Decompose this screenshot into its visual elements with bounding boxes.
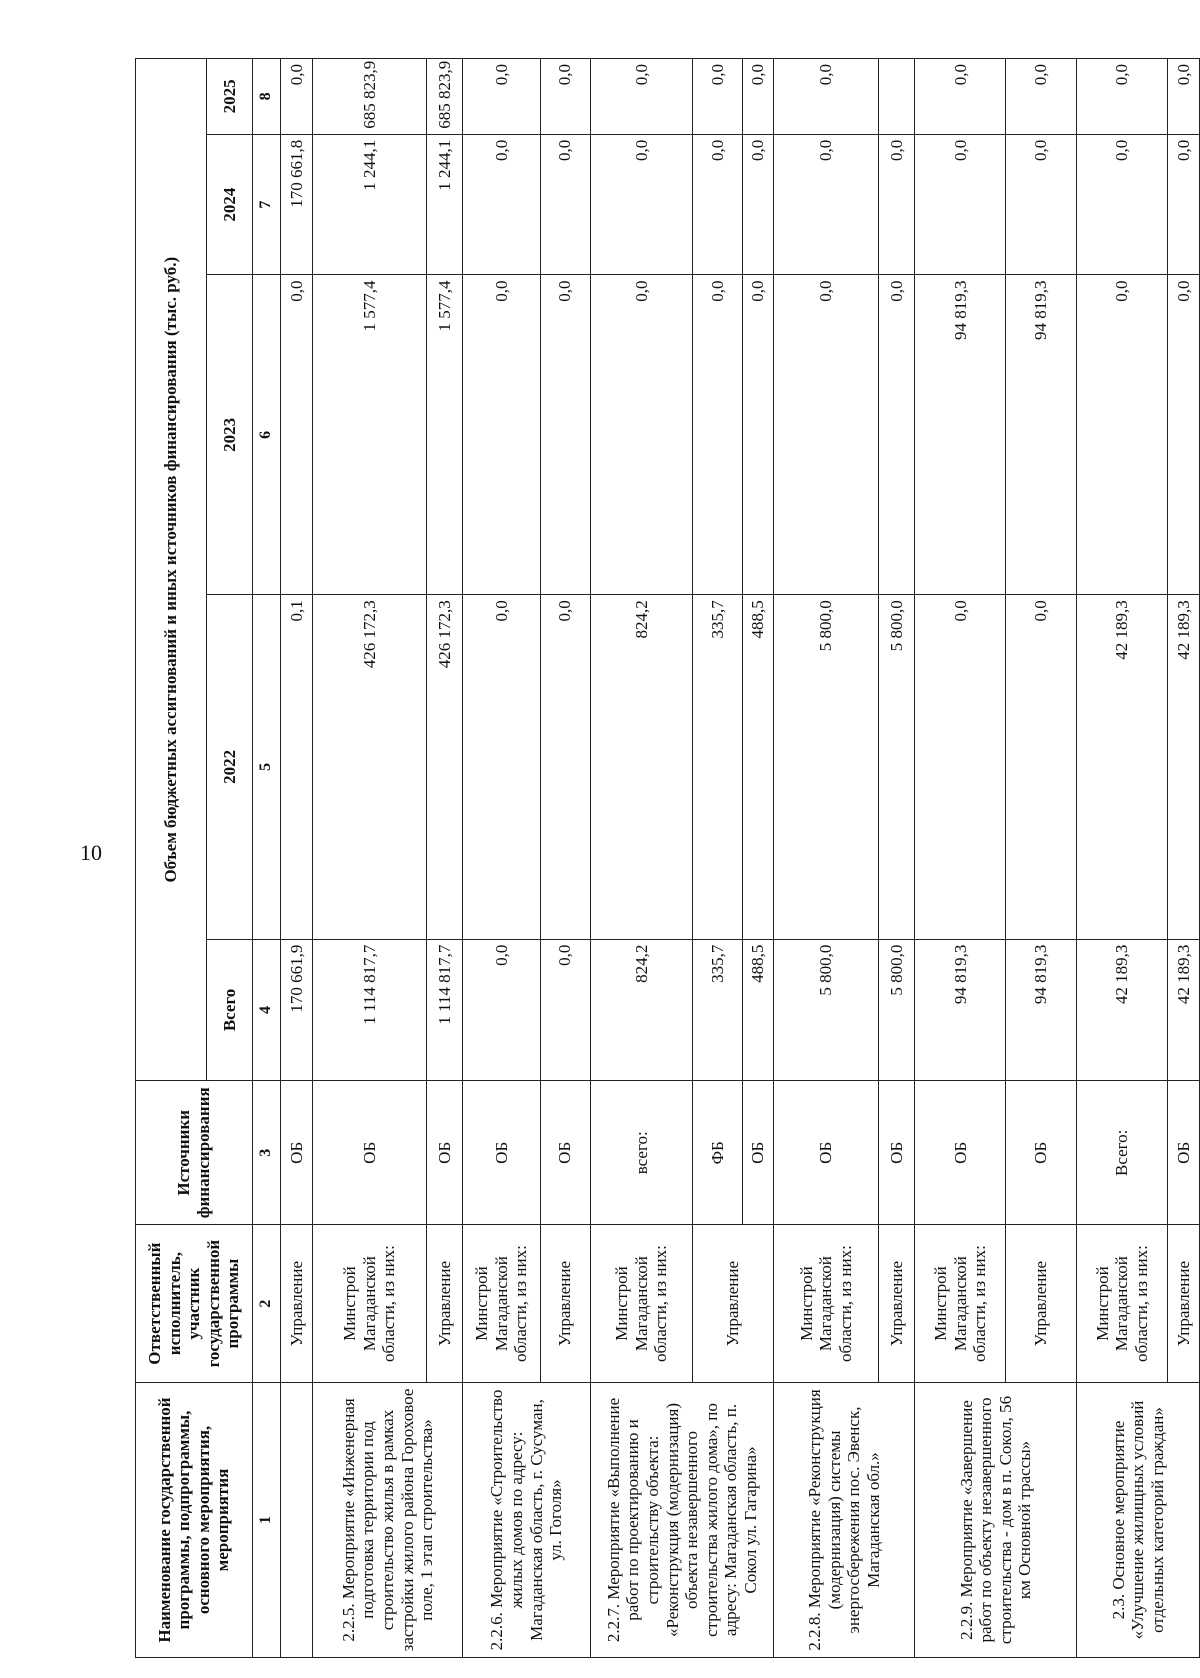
- source-cell: ОБ: [742, 1081, 774, 1225]
- source-cell: ОБ: [1006, 1081, 1077, 1225]
- value-2024: 0,0: [590, 134, 692, 275]
- source-cell: ОБ: [463, 1081, 540, 1225]
- header-name: Наименование государственной программы, подпрограммы, основного мероприятия, мероприятия: [136, 1382, 253, 1657]
- value-2025: 0,0: [540, 59, 590, 135]
- table-row: [281, 59, 313, 1658]
- header-row: [136, 59, 207, 1658]
- value-2024: 0,0: [463, 134, 540, 275]
- source-cell: ОБ: [281, 1081, 313, 1225]
- value-total: 0,0: [463, 939, 540, 1081]
- value-2024: 0,0: [540, 134, 590, 275]
- executor-cell: Минстрой Магаданской области, из них:: [590, 1225, 692, 1383]
- value-2025: 0,0: [1167, 59, 1199, 135]
- value-2025: 0,0: [1006, 59, 1077, 135]
- value-2023: 1 577,4: [426, 275, 462, 595]
- source-cell: ОБ: [426, 1081, 462, 1225]
- executor-cell: Управление: [693, 1225, 774, 1383]
- table-row: [463, 59, 540, 1658]
- value-total: 5 800,0: [774, 939, 879, 1081]
- value-2023: 0,0: [693, 275, 742, 595]
- value-total: 824,2: [590, 939, 692, 1081]
- column-index-row: [252, 59, 280, 1658]
- value-2025: 0,0: [915, 59, 1006, 135]
- header-2023: 2023: [207, 275, 253, 595]
- value-2022: 426 172,3: [426, 595, 462, 939]
- value-2025: 0,0: [590, 59, 692, 135]
- executor-cell: Минстрой Магаданской области, из них:: [774, 1225, 879, 1383]
- value-2022: 0,0: [1006, 595, 1077, 939]
- value-total: 5 800,0: [879, 939, 915, 1081]
- source-cell: ОБ: [313, 1081, 427, 1225]
- executor-cell: Управление: [1167, 1225, 1199, 1383]
- value-2024: 0,0: [693, 134, 742, 275]
- value-2024: 0,0: [774, 134, 879, 275]
- value-2025: 685 823,9: [426, 59, 462, 135]
- source-cell: ОБ: [1167, 1081, 1199, 1225]
- value-2023: 0,0: [590, 275, 692, 595]
- value-total: 1 114 817,7: [313, 939, 427, 1081]
- value-total: 42 189,3: [1167, 939, 1199, 1081]
- executor-cell: Управление: [1006, 1225, 1077, 1383]
- value-2022: 0,0: [540, 595, 590, 939]
- source-cell: ОБ: [915, 1081, 1006, 1225]
- name-2-2-8: 2.2.8. Мероприятие «Реконструкция (модернизация) системы энергосбережения пос. Эвенск, Магаданская обл.»: [774, 1382, 915, 1657]
- value-2024: 0,0: [879, 134, 915, 275]
- executor-cell: Минстрой Магаданской области, из них:: [915, 1225, 1006, 1383]
- table-row: [915, 59, 1006, 1658]
- value-2024: 170 661,8: [281, 134, 313, 275]
- value-2024: 0,0: [1006, 134, 1077, 275]
- value-2024: 1 244,1: [313, 134, 427, 275]
- value-total: 94 819,3: [915, 939, 1006, 1081]
- source-cell: ФБ: [693, 1081, 742, 1225]
- index-cell: 6: [252, 275, 280, 595]
- source-cell: всего:: [590, 1081, 692, 1225]
- value-total: 488,5: [742, 939, 774, 1081]
- name-cell-empty: [281, 1382, 313, 1657]
- value-2022: 0,0: [915, 595, 1006, 939]
- header-source: Источники финансирования: [136, 1081, 253, 1225]
- source-cell: ОБ: [879, 1081, 915, 1225]
- value-total: 0,0: [540, 939, 590, 1081]
- value-total: 170 661,9: [281, 939, 313, 1081]
- value-2023: 0,0: [774, 275, 879, 595]
- value-2022: 824,2: [590, 595, 692, 939]
- value-2022: 42 189,3: [1076, 595, 1167, 939]
- executor-cell: Управление: [540, 1225, 590, 1383]
- table-row: [1076, 59, 1167, 1658]
- header-2024: 2024: [207, 134, 253, 275]
- header-2022: 2022: [207, 595, 253, 939]
- value-total: 1 114 817,7: [426, 939, 462, 1081]
- value-2023: 0,0: [540, 275, 590, 595]
- value-2025-empty: [879, 59, 915, 135]
- index-cell: 4: [252, 939, 280, 1081]
- value-2023: 0,0: [1167, 275, 1199, 595]
- rotated-table-wrapper: [135, 58, 1200, 1658]
- value-2023: 94 819,3: [915, 275, 1006, 595]
- name-2-2-9: 2.2.9. Мероприятие «Завершение работ по объекту незавершенного строительства - дом в п. Сокол, 56 км Основной трассы»: [915, 1382, 1077, 1657]
- index-cell: 8: [252, 59, 280, 135]
- value-2023: 0,0: [281, 275, 313, 595]
- name-2-3: 2.3. Основное мероприятие «Улучшение жилищных условий отдельных категорий граждан»: [1076, 1382, 1199, 1657]
- header-total: Всего: [207, 939, 253, 1081]
- value-total: 94 819,3: [1006, 939, 1077, 1081]
- value-2024: 0,0: [1076, 134, 1167, 275]
- name-2-2-6: 2.2.6. Мероприятие «Строительство жилых домов по адресу: Магаданская область, г. Сусуман, ул. Гоголя»: [463, 1382, 590, 1657]
- source-cell: Всего:: [1076, 1081, 1167, 1225]
- value-2022: 488,5: [742, 595, 774, 939]
- value-2025: 685 823,9: [313, 59, 427, 135]
- header-funding-group: Объем бюджетных ассигнований и иных источников финансирования (тыс. руб.): [136, 59, 207, 1081]
- value-2022: 0,1: [281, 595, 313, 939]
- value-2022: 5 800,0: [774, 595, 879, 939]
- value-2025: 0,0: [693, 59, 742, 135]
- table-row: [774, 59, 879, 1658]
- index-cell: 7: [252, 134, 280, 275]
- value-2024: 0,0: [742, 134, 774, 275]
- index-cell: 3: [252, 1081, 280, 1225]
- value-2022: 426 172,3: [313, 595, 427, 939]
- name-2-2-7: 2.2.7. Мероприятие «Выполнение работ по проектированию и строительству объекта: «Реконструкция (модернизация) объекта незавершенного строительства жилого дома», по адресу: Магаданская область, п. Сокол ул. Гагарина»: [590, 1382, 774, 1657]
- value-2022: 335,7: [693, 595, 742, 939]
- value-2023: 0,0: [879, 275, 915, 595]
- value-2023: 0,0: [463, 275, 540, 595]
- value-2022: 42 189,3: [1167, 595, 1199, 939]
- value-2025: 0,0: [742, 59, 774, 135]
- executor-cell: Минстрой Магаданской области, из них:: [463, 1225, 540, 1383]
- value-2023: 0,0: [742, 275, 774, 595]
- value-2024: 0,0: [915, 134, 1006, 275]
- page-number: 10: [80, 840, 102, 865]
- index-cell: 1: [252, 1382, 280, 1657]
- value-total: 42 189,3: [1076, 939, 1167, 1081]
- value-2025: 0,0: [774, 59, 879, 135]
- value-2023: 94 819,3: [1006, 275, 1077, 595]
- header-2025: 2025: [207, 59, 253, 135]
- value-2022: 5 800,0: [879, 595, 915, 939]
- value-2023: 0,0: [1076, 275, 1167, 595]
- source-cell: ОБ: [774, 1081, 879, 1225]
- value-total: 335,7: [693, 939, 742, 1081]
- source-cell: ОБ: [540, 1081, 590, 1225]
- value-2025: 0,0: [1076, 59, 1167, 135]
- table-row: [313, 59, 427, 1658]
- executor-cell: Управление: [281, 1225, 313, 1383]
- executor-cell: Управление: [879, 1225, 915, 1383]
- value-2024: 1 244,1: [426, 134, 462, 275]
- index-cell: 5: [252, 595, 280, 939]
- table-row: [590, 59, 692, 1658]
- executor-cell: Минстрой Магаданской области, из них:: [313, 1225, 427, 1383]
- name-2-2-5: 2.2.5. Мероприятие «Инженерная подготовка территории под строительство жилья в рамках застройки жилого района Гороховое поле, 1 этап строительства»: [313, 1382, 463, 1657]
- value-2022: 0,0: [463, 595, 540, 939]
- value-2023: 1 577,4: [313, 275, 427, 595]
- value-2025: 0,0: [281, 59, 313, 135]
- value-2025: 0,0: [463, 59, 540, 135]
- header-executor: Ответственный исполнитель, участник государственной программы: [136, 1225, 253, 1383]
- value-2024: 0,0: [1167, 134, 1199, 275]
- funding-table: [135, 58, 1200, 1658]
- executor-cell: Минстрой Магаданской области, из них:: [1076, 1225, 1167, 1383]
- executor-cell: Управление: [426, 1225, 462, 1383]
- index-cell: 2: [252, 1225, 280, 1383]
